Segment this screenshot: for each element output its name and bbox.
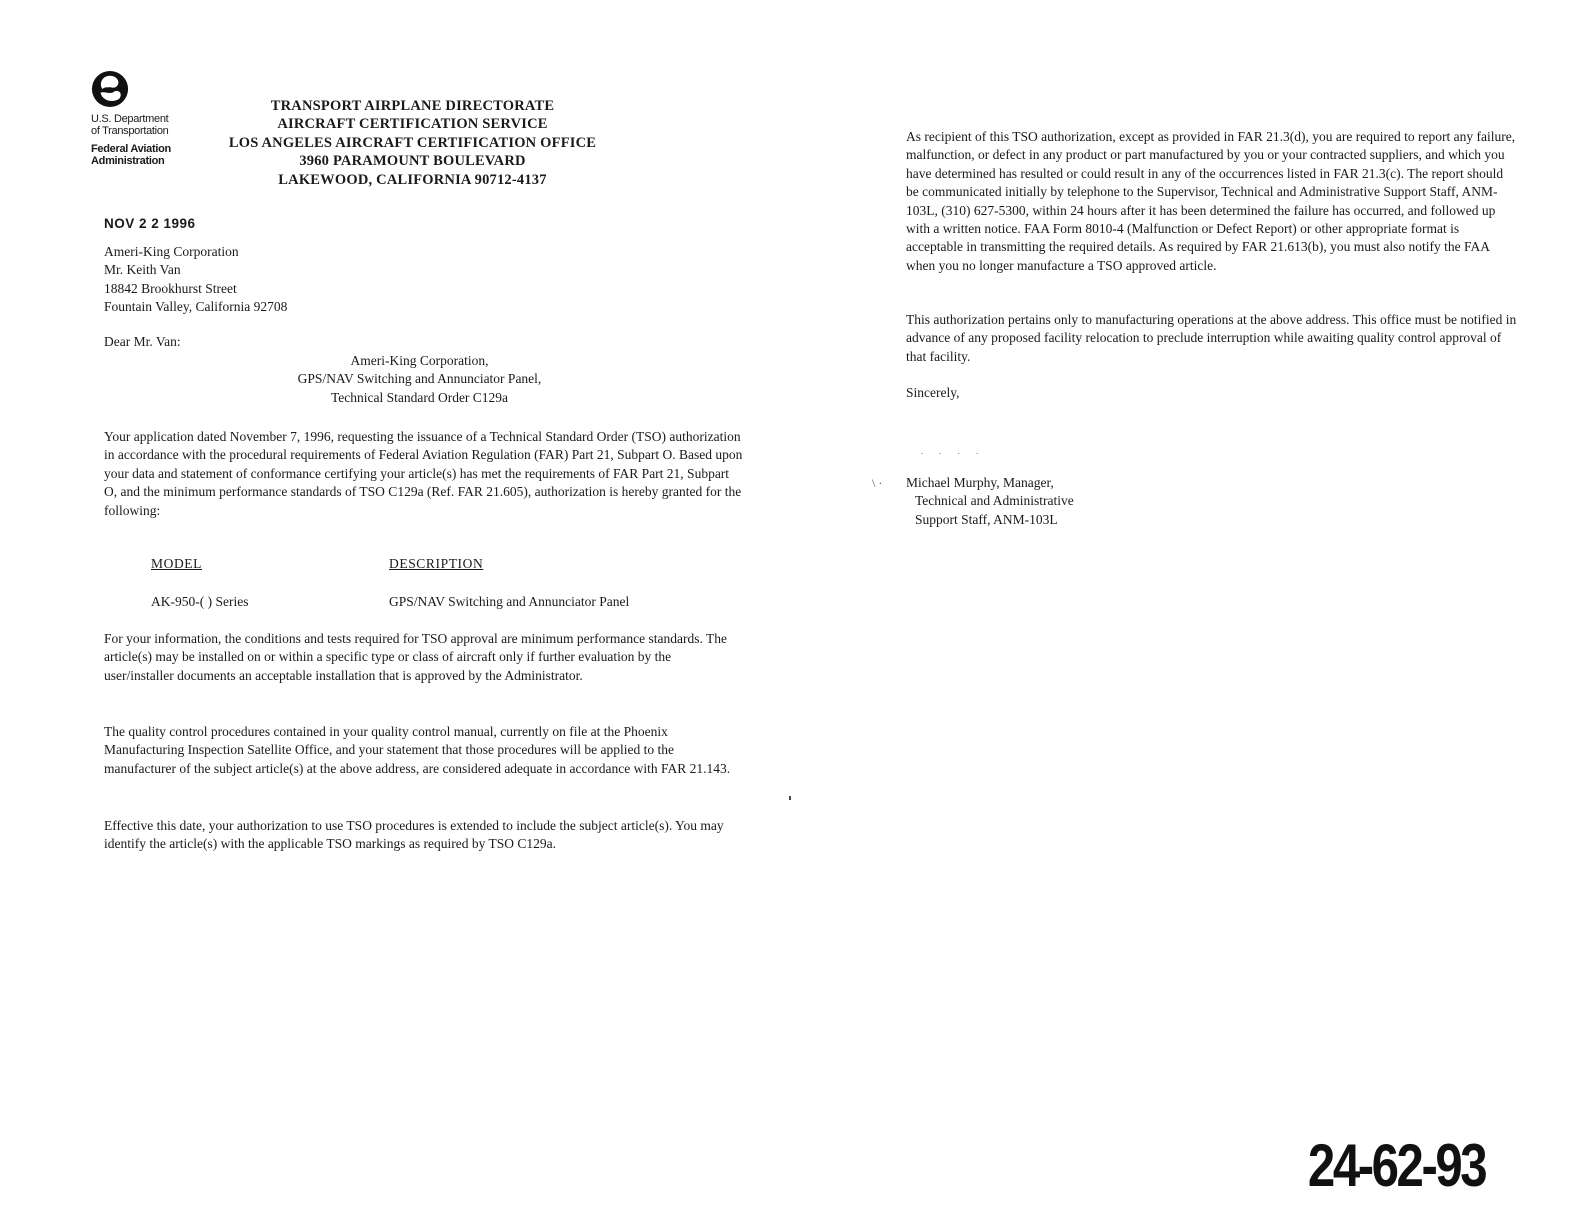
agency-line: of Transportation [91, 125, 169, 137]
document-number: 24-62-93 [1307, 1132, 1485, 1199]
information-paragraph: For your information, the conditions and tests required for TSO approval are minimum performance standards. The article(s) may be installed on or within a specific type or class of aircraft only if further evaluation by the user/installer documents an acceptable installation that is approved by the Administrator. [104, 631, 727, 683]
model-value: AK-950-( ) Series [151, 594, 249, 609]
closing: Sincerely, [906, 385, 960, 400]
signatory-title: Technical and Administrative [915, 493, 1074, 509]
date-stamp: NOV 2 2 1996 [104, 216, 196, 231]
address-line: Ameri-King Corporation [104, 244, 239, 259]
signatory-name: Michael Murphy, Manager, [906, 475, 1054, 490]
salutation: Dear Mr. Van: [104, 334, 181, 349]
agency-bold-line: Administration [91, 155, 165, 167]
letterhead-line: AIRCRAFT CERTIFICATION SERVICE [277, 116, 548, 133]
effective-paragraph: Effective this date, your authorization to use TSO procedures is extended to include the subject article(s). You may identify the article(s) with the applicable TSO markings as required by TSO C129a. [104, 818, 724, 852]
address-line: 18842 Brookhurst Street [104, 280, 237, 296]
signatory-title: Support Staff, ANM-103L [915, 511, 1058, 527]
application-paragraph: Your application dated November 7, 1996, requesting the issuance of a Technical Standard Order (TSO) authorization in accordance with the procedural requirements of Federal Aviation Regulation (FAR) Part 21, Subpart O. Based upon your data and statement of conformance certifying your article(s) has met the requirements of FAR Part 21, Subpart O, and the minimum performance standards of TSO C129a (Ref. FAR 21.605), authorization is hereby granted for the following: [104, 429, 743, 518]
subject-block [212, 352, 627, 407]
subject-line: GPS/NAV Switching and Annunciator Panel, [297, 371, 542, 387]
agency-name [91, 113, 211, 167]
recipient-obligation-paragraph: As recipient of this TSO authorization, except as provided in FAR 21.3(d), you are required to report any failure, malfunction, or defect in any product or part manufactured by you or your contracted suppliers, and which you have determined has resulted or could result in any of the occurrences listed in FAR 21.3(c). The report should be communicated initially by telephone to the Supervisor, Technical and Administrative Support Staff, ANM-103L, (310) 627-5300, within 24 hours after it has been determined the failure has occurred, and followed up with a written notice. FAA Form 8010-4 (Malfunction or Defect Report) or other appropriate format is acceptable in transmitting the required details. As required by FAR 21.613(b), you must also notify the FAA when you no longer manufacture a TSO approved article. [906, 129, 1516, 273]
letterhead-line: LAKEWOOD, CALIFORNIA 90712-4137 [278, 171, 547, 188]
agency-line: U.S. Department [91, 113, 169, 125]
signature-marks: · · · · [920, 448, 985, 460]
agency-bold-line: Federal Aviation [91, 143, 171, 155]
subject-line: Technical Standard Order C129a [330, 389, 509, 405]
description-value: GPS/NAV Switching and Annunciator Panel [389, 594, 630, 609]
pertains-paragraph: This authorization pertains only to manufacturing operations at the above address. This office must be notified in advance of any proposed facility relocation to preclude interruption while awaiting quality control approval of that facility. [906, 312, 1517, 364]
quality-paragraph: The quality control procedures contained in your quality control manual, currently on file at the Phoenix Manufacturing Inspection Satellite Office, and your statement that those procedures will be applied to the manufacturer of the subject article(s) at the above address, are considered adequate in accordance with FAR 21.143. [104, 724, 731, 776]
letterhead-line: 3960 PARAMOUNT BOULEVARD [299, 153, 526, 170]
model-header: MODEL [151, 556, 202, 571]
address-line: Fountain Valley, California 92708 [104, 299, 288, 315]
letterhead-line: TRANSPORT AIRPLANE DIRECTORATE [270, 98, 555, 114]
recipient-address [104, 243, 287, 317]
signature-stroke-icon: \ · [872, 476, 883, 490]
signature-block [906, 474, 1074, 529]
letterhead-line: LOS ANGELES AIRCRAFT CERTIFICATION OFFICE [228, 134, 597, 151]
address-line: Mr. Keith Van [104, 262, 181, 278]
dot-logo-icon [91, 70, 129, 108]
subject-line: Ameri-King Corporation, [350, 353, 489, 368]
letterhead [205, 97, 620, 189]
scan-speck [789, 796, 791, 800]
description-header: DESCRIPTION [389, 556, 484, 571]
